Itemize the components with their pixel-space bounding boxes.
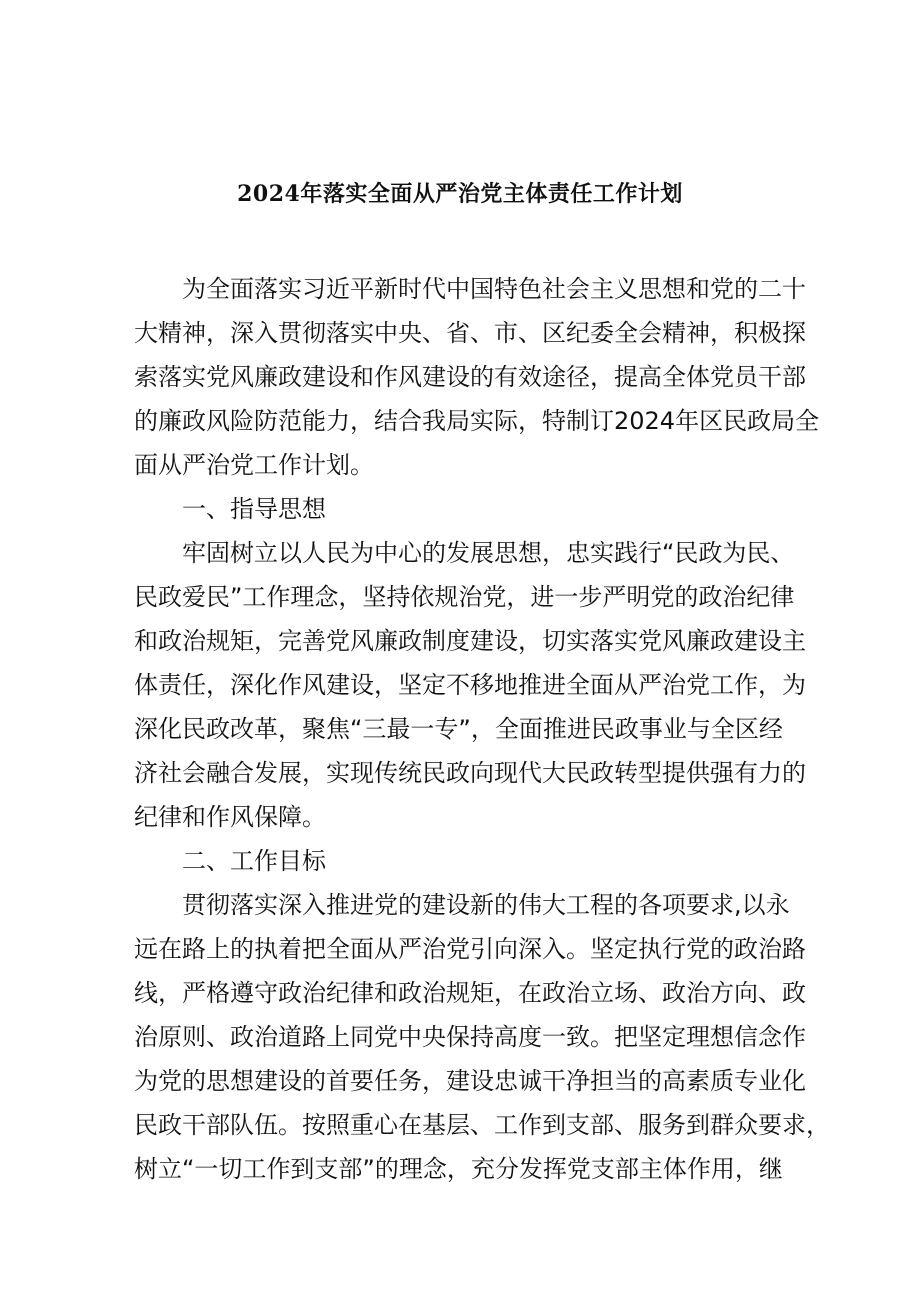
text-line: 索落实党风廉政建设和作风建设的有效途径，提高全体党员干部	[134, 363, 806, 391]
text-line: 治原则、政治道路上同党中央保持高度一致。把坚定理想信念作	[134, 1023, 806, 1051]
text-line: 民政爱民”工作理念，坚持依规治党，进一步严明党的政治纪律	[134, 583, 795, 611]
text-line: 大精神，深入贯彻落实中央、省、市、区纪委全会精神，积极探	[134, 319, 806, 347]
text-line: 和政治规矩，完善党风廉政制度建设，切实落实党风廉政建设主	[134, 627, 806, 655]
text-line: 体责任，深化作风建设，坚定不移地推进全面从严治党工作，为	[134, 671, 806, 699]
text-line: 为党的思想建设的首要任务，建设忠诚干净担当的高素质专业化	[134, 1067, 806, 1095]
guiding-ideology-paragraph	[134, 531, 806, 839]
text-line: 的廉政风险防范能力，结合我局实际，特制订2024年区民政局全	[134, 407, 820, 435]
text-line: 纪律和作风保障。	[134, 803, 326, 831]
text-line: 民政干部队伍。按照重心在基层、工作到支部、服务到群众要求，	[134, 1111, 830, 1139]
intro-paragraph	[134, 267, 820, 487]
document-title: 2024年落实全面从严治党主体责任工作计划	[237, 181, 683, 207]
section-heading: 一、指导思想	[182, 495, 326, 523]
text-line: 面从严治党工作计划。	[134, 451, 374, 479]
document-body	[134, 267, 830, 1191]
section-heading: 二、工作目标	[182, 847, 326, 875]
section-heading-work-goals	[134, 839, 790, 883]
work-goals-paragraph	[134, 883, 830, 1191]
text-line: 深化民政改革，聚焦“三最一专”，全面推进民政事业与全区经	[134, 715, 783, 743]
text-line: 线，严格遵守政治纪律和政治规矩，在政治立场、政治方向、政	[134, 979, 806, 1007]
text-line: 牢固树立以人民为中心的发展思想，忠实践行“民政为民、	[182, 539, 795, 567]
section-heading-guiding-ideology	[134, 487, 790, 531]
text-line: 济社会融合发展，实现传统民政向现代大民政转型提供强有力的	[134, 759, 806, 787]
text-line: 贯彻落实深入推进党的建设新的伟大工程的各项要求,以永	[182, 891, 790, 919]
text-line: 远在路上的执着把全面从严治党引向深入。坚定执行党的政治路	[134, 935, 806, 963]
text-line: 为全面落实习近平新时代中国特色社会主义思想和党的二十	[182, 275, 806, 303]
text-line: 树立“一切工作到支部”的理念，充分发挥党支部主体作用，继	[134, 1155, 783, 1183]
